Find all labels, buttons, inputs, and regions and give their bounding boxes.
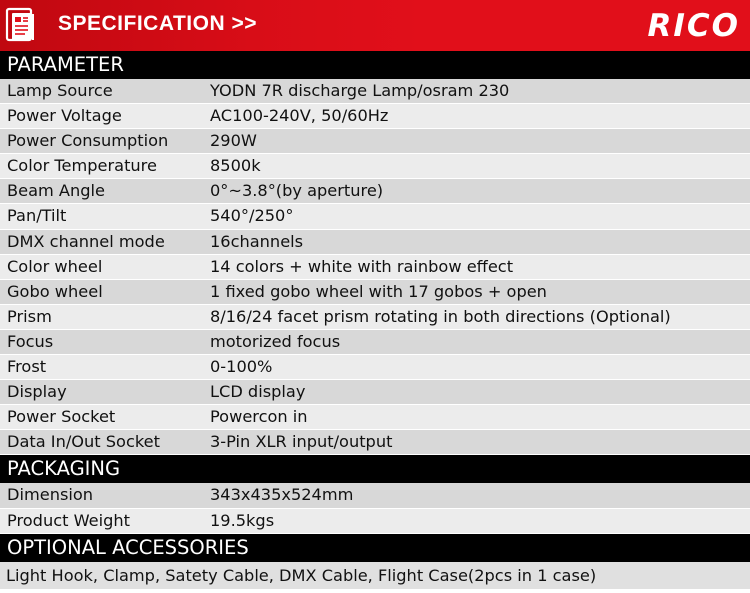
table-row — [0, 305, 750, 330]
row-value: YODN 7R discharge Lamp/osram 230 — [210, 81, 510, 100]
row-label: Pan/Tilt — [7, 206, 67, 226]
parameter-table — [0, 79, 750, 455]
row-value: 8/16/24 facet prism rotating in both directions (Optional) — [210, 306, 671, 326]
row-value: 1 fixed gobo wheel with 17 gobos + open — [210, 281, 547, 301]
table-row — [0, 483, 750, 508]
row-label: Power Consumption — [7, 131, 169, 151]
table-row — [0, 79, 750, 104]
row-value: 540°/250° — [210, 206, 294, 226]
section-header-parameter: PARAMETER — [0, 51, 750, 79]
brand-logo: RICO — [647, 8, 740, 44]
row-value: 0-100% — [210, 357, 273, 377]
row-value: 8500k — [210, 156, 261, 176]
section-header-packaging: PACKAGING — [0, 455, 750, 483]
row-value: 343x435x524mm — [210, 485, 354, 505]
row-value: motorized focus — [210, 331, 341, 351]
row-label: Focus — [7, 331, 54, 351]
table-row — [0, 179, 750, 204]
table-row — [0, 380, 750, 405]
row-label: Power Socket — [7, 407, 116, 427]
table-row — [0, 330, 750, 355]
row-label: Product Weight — [7, 510, 131, 530]
row-value: 19.5kgs — [210, 510, 275, 530]
row-value: 290W — [210, 131, 257, 151]
row-value: 14 colors + white with rainbow effect — [210, 256, 514, 276]
table-row — [0, 509, 750, 534]
section-header-accessories: OPTIONAL ACCESSORIES — [0, 534, 750, 562]
table-row — [0, 430, 750, 455]
row-label: Frost — [7, 357, 47, 377]
row-label: Color Temperature — [7, 156, 157, 176]
row-value: Powercon in — [210, 407, 308, 427]
table-row — [0, 405, 750, 430]
table-row — [0, 255, 750, 280]
row-value: 3-Pin XLR input/output — [210, 432, 393, 452]
row-value: LCD display — [210, 382, 306, 402]
table-row — [0, 129, 750, 154]
accessories-text: Light Hook, Clamp, Satety Cable, DMX Cable, Flight Case(2pcs in 1 case) — [0, 562, 750, 589]
page-title: SPECIFICATION >> — [58, 12, 257, 35]
row-label: Display — [7, 382, 67, 402]
row-label: DMX channel mode — [7, 231, 165, 251]
table-row — [0, 280, 750, 305]
row-label: Data In/Out Socket — [7, 432, 160, 452]
row-label: Lamp Source — [7, 81, 113, 100]
row-value: 16channels — [210, 231, 304, 251]
document-icon — [3, 6, 41, 44]
table-row — [0, 104, 750, 129]
spec-header — [0, 0, 750, 51]
row-value: AC100-240V, 50/60Hz — [210, 106, 389, 126]
row-label: Beam Angle — [7, 181, 105, 201]
row-label: Prism — [7, 306, 52, 326]
table-row — [0, 355, 750, 380]
table-row — [0, 154, 750, 179]
packaging-table — [0, 483, 750, 533]
row-label: Color wheel — [7, 256, 103, 276]
table-row — [0, 204, 750, 229]
row-value: 0°~3.8°(by aperture) — [210, 181, 384, 201]
row-label: Power Voltage — [7, 106, 122, 126]
row-label: Dimension — [7, 485, 94, 505]
table-row — [0, 230, 750, 255]
row-label: Gobo wheel — [7, 281, 103, 301]
